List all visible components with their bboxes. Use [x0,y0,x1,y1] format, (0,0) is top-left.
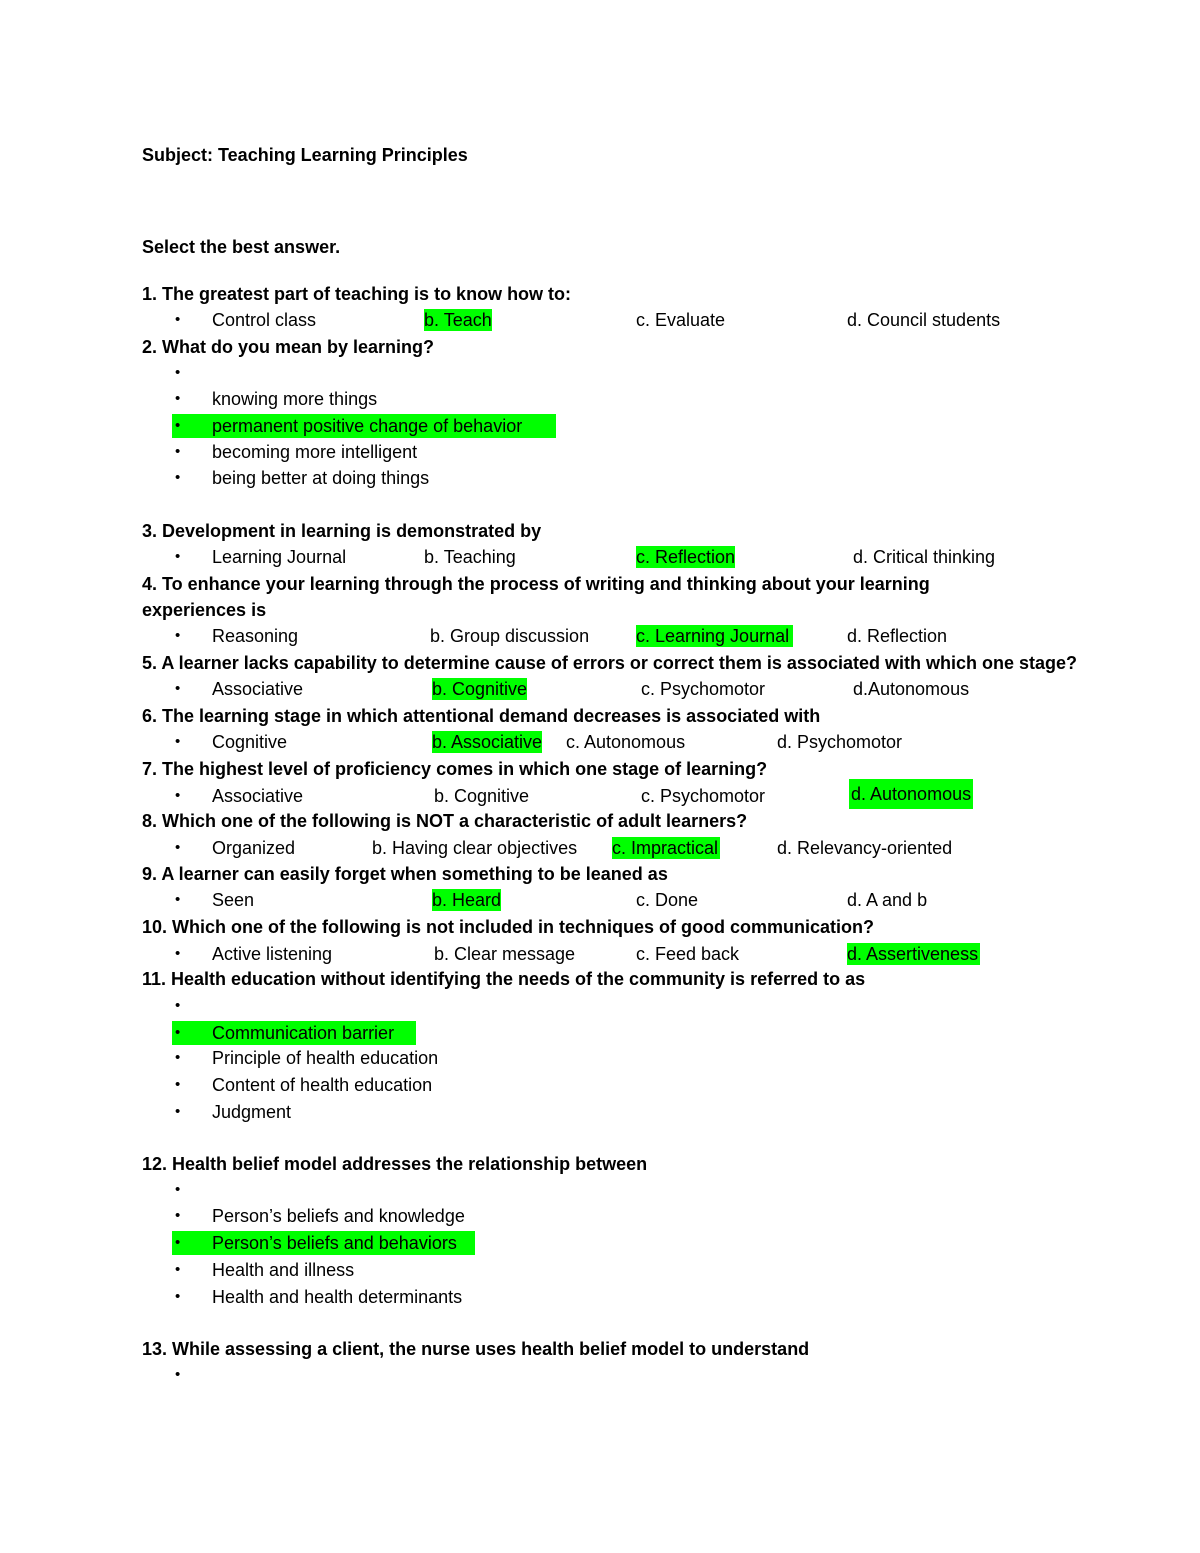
q1-option-c: c. Evaluate [636,310,726,330]
q11-option: Judgment [212,1102,292,1122]
bullet-icon: • [175,1049,181,1066]
question-8: 8. Which one of the following is NOT a characteristic of adult learners? [142,811,748,831]
q12-option: Health and health determinants [212,1287,463,1307]
q7-option-b: b. Cognitive [434,786,530,806]
question-9: 9. A learner can easily forget when something to be leaned as [142,864,668,884]
q9-option-c: c. Done [636,890,699,910]
q2-option: becoming more intelligent [212,442,418,462]
q10-option-b: b. Clear message [434,944,576,964]
q4-option-d: d. Reflection [847,626,948,646]
bullet-icon: • [175,548,181,565]
bullet-icon: • [175,417,181,434]
question-3: 3. Development in learning is demonstrated by [142,521,542,541]
q7-option-d-answer: d. Autonomous [849,779,973,809]
q4-option-c-answer: c. Learning Journal [636,625,793,647]
q2-option: knowing more things [212,389,378,409]
q6-option-b-answer: b. Associative [432,732,543,752]
q9-option-d: d. A and b [847,890,928,910]
question-2: 2. What do you mean by learning? [142,337,435,357]
question-13: 13. While assessing a client, the nurse uses health belief model to understand [142,1339,810,1359]
q11-option: Principle of health education [212,1048,439,1068]
bullet-icon: • [175,364,181,381]
q10-option-a: Active listening [212,944,333,964]
q6-option-c: c. Autonomous [566,732,686,752]
question-10: 10. Which one of the following is not included in techniques of good communication? [142,917,874,937]
question-7: 7. The highest level of proficiency comes in which one stage of learning? [142,759,768,779]
bullet-icon: • [175,443,181,460]
q5-option-d: d.Autonomous [853,679,970,699]
q5-option-c: c. Psychomotor [641,679,766,699]
bullet-icon: • [175,1288,181,1305]
q12-option-answer: Person’s beliefs and behaviors [212,1233,457,1253]
q2-option: being better at doing things [212,468,430,488]
q9-option-b-answer: b. Heard [432,890,502,910]
q1-option-b-answer: b. Teach [424,310,492,330]
q11-option: Content of health education [212,1075,433,1095]
q1-option-a: Control class [212,310,317,330]
bullet-icon: • [175,311,181,328]
q11-option-answer: Communication barrier [212,1023,395,1043]
q12-option: Person’s beliefs and knowledge [212,1206,465,1226]
q8-option-d: d. Relevancy-oriented [777,838,953,858]
q7-option-a: Associative [212,786,304,806]
bullet-icon: • [175,1207,181,1224]
bullet-icon: • [175,627,181,644]
question-12: 12. Health belief model addresses the relationship between [142,1154,648,1174]
q8-option-a: Organized [212,838,296,858]
q10-option-c: c. Feed back [636,944,740,964]
bullet-icon: • [175,1261,181,1278]
q8-option-b: b. Having clear objectives [372,838,578,858]
bullet-icon: • [175,469,181,486]
bullet-icon: • [175,390,181,407]
q3-option-d: d. Critical thinking [853,547,996,567]
bullet-icon: • [175,680,181,697]
bullet-icon: • [175,891,181,908]
bullet-icon: • [175,787,181,804]
question-4-cont: experiences is [142,600,267,620]
q7-option-c: c. Psychomotor [641,786,766,806]
question-6: 6. The learning stage in which attentional demand decreases is associated with [142,706,821,726]
q3-option-b: b. Teaching [424,547,516,567]
q5-option-b-answer: b. Cognitive [432,679,528,699]
q6-option-d: d. Psychomotor [777,732,903,752]
q4-option-b: b. Group discussion [430,626,590,646]
q3-option-a: Learning Journal [212,547,347,567]
bullet-icon: • [175,1103,181,1120]
q6-option-a: Cognitive [212,732,288,752]
question-1: 1. The greatest part of teaching is to know how to: [142,284,572,304]
q3-option-c-answer: c. Reflection [636,547,736,567]
bullet-icon: • [175,1366,181,1383]
question-5: 5. A learner lacks capability to determine cause of errors or correct them is associated with which one stage? [142,653,1077,673]
bullet-icon: • [175,733,181,750]
bullet-icon: • [175,1234,181,1251]
question-11: 11. Health education without identifying the needs of the community is referred to as [142,969,866,989]
q2-option-answer: permanent positive change of behavior [212,416,523,436]
q4-option-a: Reasoning [212,626,299,646]
q9-option-a: Seen [212,890,255,910]
bullet-icon: • [175,1076,181,1093]
q1-option-d: d. Council students [847,310,1001,330]
question-4: 4. To enhance your learning through the process of writing and thinking about your learning [142,574,930,594]
q5-option-a: Associative [212,679,304,699]
bullet-icon: • [175,997,181,1014]
instruction-text: Select the best answer. [142,237,341,257]
bullet-icon: • [175,945,181,962]
q10-option-d-answer: d. Assertiveness [847,944,979,964]
bullet-icon: • [175,1181,181,1198]
q8-option-c-answer: c. Impractical [612,838,719,858]
subject-heading: Subject: Teaching Learning Principles [142,145,468,165]
bullet-icon: • [175,1024,181,1041]
bullet-icon: • [175,839,181,856]
q12-option: Health and illness [212,1260,355,1280]
